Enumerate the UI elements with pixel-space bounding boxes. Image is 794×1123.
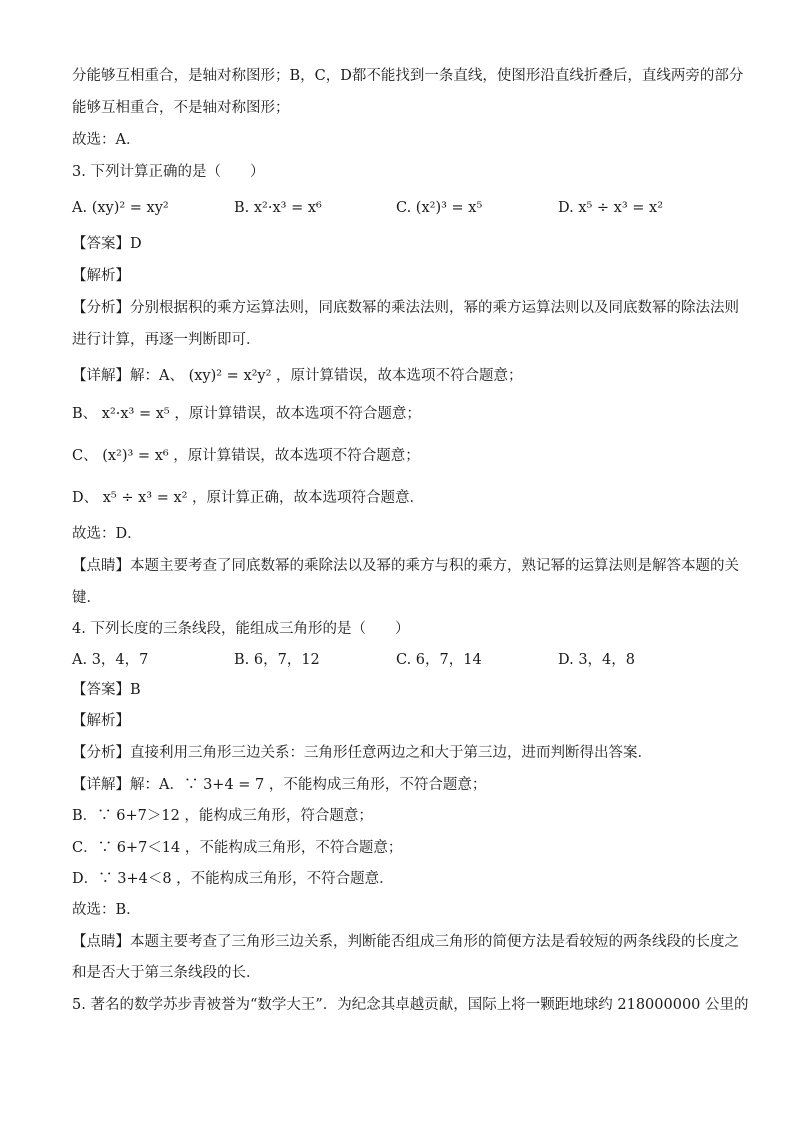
q3-xiangjie-c: C、 (x²)³ = x⁶ ，原计算错误，故本选项不符合题意； bbox=[72, 448, 420, 464]
q3-dianjing-line-2: 键． bbox=[72, 590, 101, 606]
q4-stem: 4. 下列长度的三条线段，能组成三角形的是（ ） bbox=[72, 621, 410, 637]
q4-option-c: C. 6，7，14 bbox=[396, 652, 482, 668]
q4-dianjing-line-2: 和是否大于第三条线段的长． bbox=[72, 965, 261, 981]
q3-xiangjie-b: B、 x²·x³ = x⁵ ，原计算错误，故本选项不符合题意； bbox=[72, 406, 421, 422]
q3-option-d: D. x⁵ ÷ x³ = x² bbox=[558, 200, 664, 216]
q4-choice: 故选：B． bbox=[72, 902, 141, 918]
q3-analysis-title: 【解析】 bbox=[72, 268, 130, 284]
q3-option-a: A. (xy)² = xy² bbox=[72, 200, 169, 216]
q4-answer: 【答案】B bbox=[72, 682, 141, 698]
q4-dianjing-line-1: 【点睛】本题主要考查了三角形三边关系，判断能否组成三角形的简便方法是看较短的两条线段的长度之 bbox=[72, 934, 739, 950]
intro-text-line-2: 能够互相重合，不是轴对称图形； bbox=[72, 100, 290, 116]
intro-choice: 故选：A． bbox=[72, 132, 141, 148]
q5-stem: 5. 著名的数学苏步青被誉为“数学大王”．为纪念其卓越贡献，国际上将一颗距地球约 218000000 公里的 bbox=[72, 997, 749, 1013]
q3-xiangjie-a: 【详解】解：A、 (xy)² = x²y² ，原计算错误，故本选项不符合题意； bbox=[72, 368, 523, 384]
q4-fenxi: 【分析】直接利用三角形三边关系：三角形任意两边之和大于第三边，进而判断得出答案． bbox=[72, 745, 652, 761]
q3-fenxi-line-2: 进行计算，再逐一判断即可． bbox=[72, 332, 261, 348]
q3-xiangjie-d: D、 x⁵ ÷ x³ = x² ，原计算正确，故本选项符合题意． bbox=[72, 490, 425, 506]
q4-xiangjie-d: D．∵ 3+4＜8 ，不能构成三角形，不符合题意． bbox=[72, 871, 394, 887]
q4-option-a: A. 3，4，7 bbox=[72, 652, 149, 668]
q4-xiangjie-c: C．∵ 6+7＜14 ，不能构成三角形，不符合题意； bbox=[72, 840, 403, 856]
q3-option-b: B. x²·x³ = x⁶ bbox=[234, 200, 322, 216]
q3-stem: 3. 下列计算正确的是（ ） bbox=[72, 164, 265, 180]
q4-analysis-title: 【解析】 bbox=[72, 713, 130, 729]
q3-choice: 故选：D． bbox=[72, 526, 142, 542]
q4-option-d: D. 3，4，8 bbox=[558, 652, 636, 668]
q4-option-b: B. 6，7，12 bbox=[234, 652, 320, 668]
q3-dianjing-line-1: 【点睛】本题主要考查了同底数幂的乘除法以及幂的乘方与积的乘方，熟记幂的运算法则是解答本题的关 bbox=[72, 558, 739, 574]
q4-xiangjie-a: 【详解】解：A．∵ 3+4 = 7 ，不能构成三角形，不符合题意； bbox=[72, 777, 487, 793]
q3-answer: 【答案】D bbox=[72, 236, 142, 252]
q4-xiangjie-b: B．∵ 6+7＞12 ，能构成三角形，符合题意； bbox=[72, 808, 373, 824]
q3-option-c: C. (x²)³ = x⁵ bbox=[396, 200, 483, 216]
intro-text-line-1: 分能够互相重合，是轴对称图形；B，C，D都不能找到一条直线，使图形沿直线折叠后，直线两旁的部分 bbox=[72, 68, 744, 84]
q3-fenxi-line-1: 【分析】分别根据积的乘方运算法则，同底数幂的乘法法则，幂的乘方运算法则以及同底数幂的除法法则 bbox=[72, 300, 739, 316]
